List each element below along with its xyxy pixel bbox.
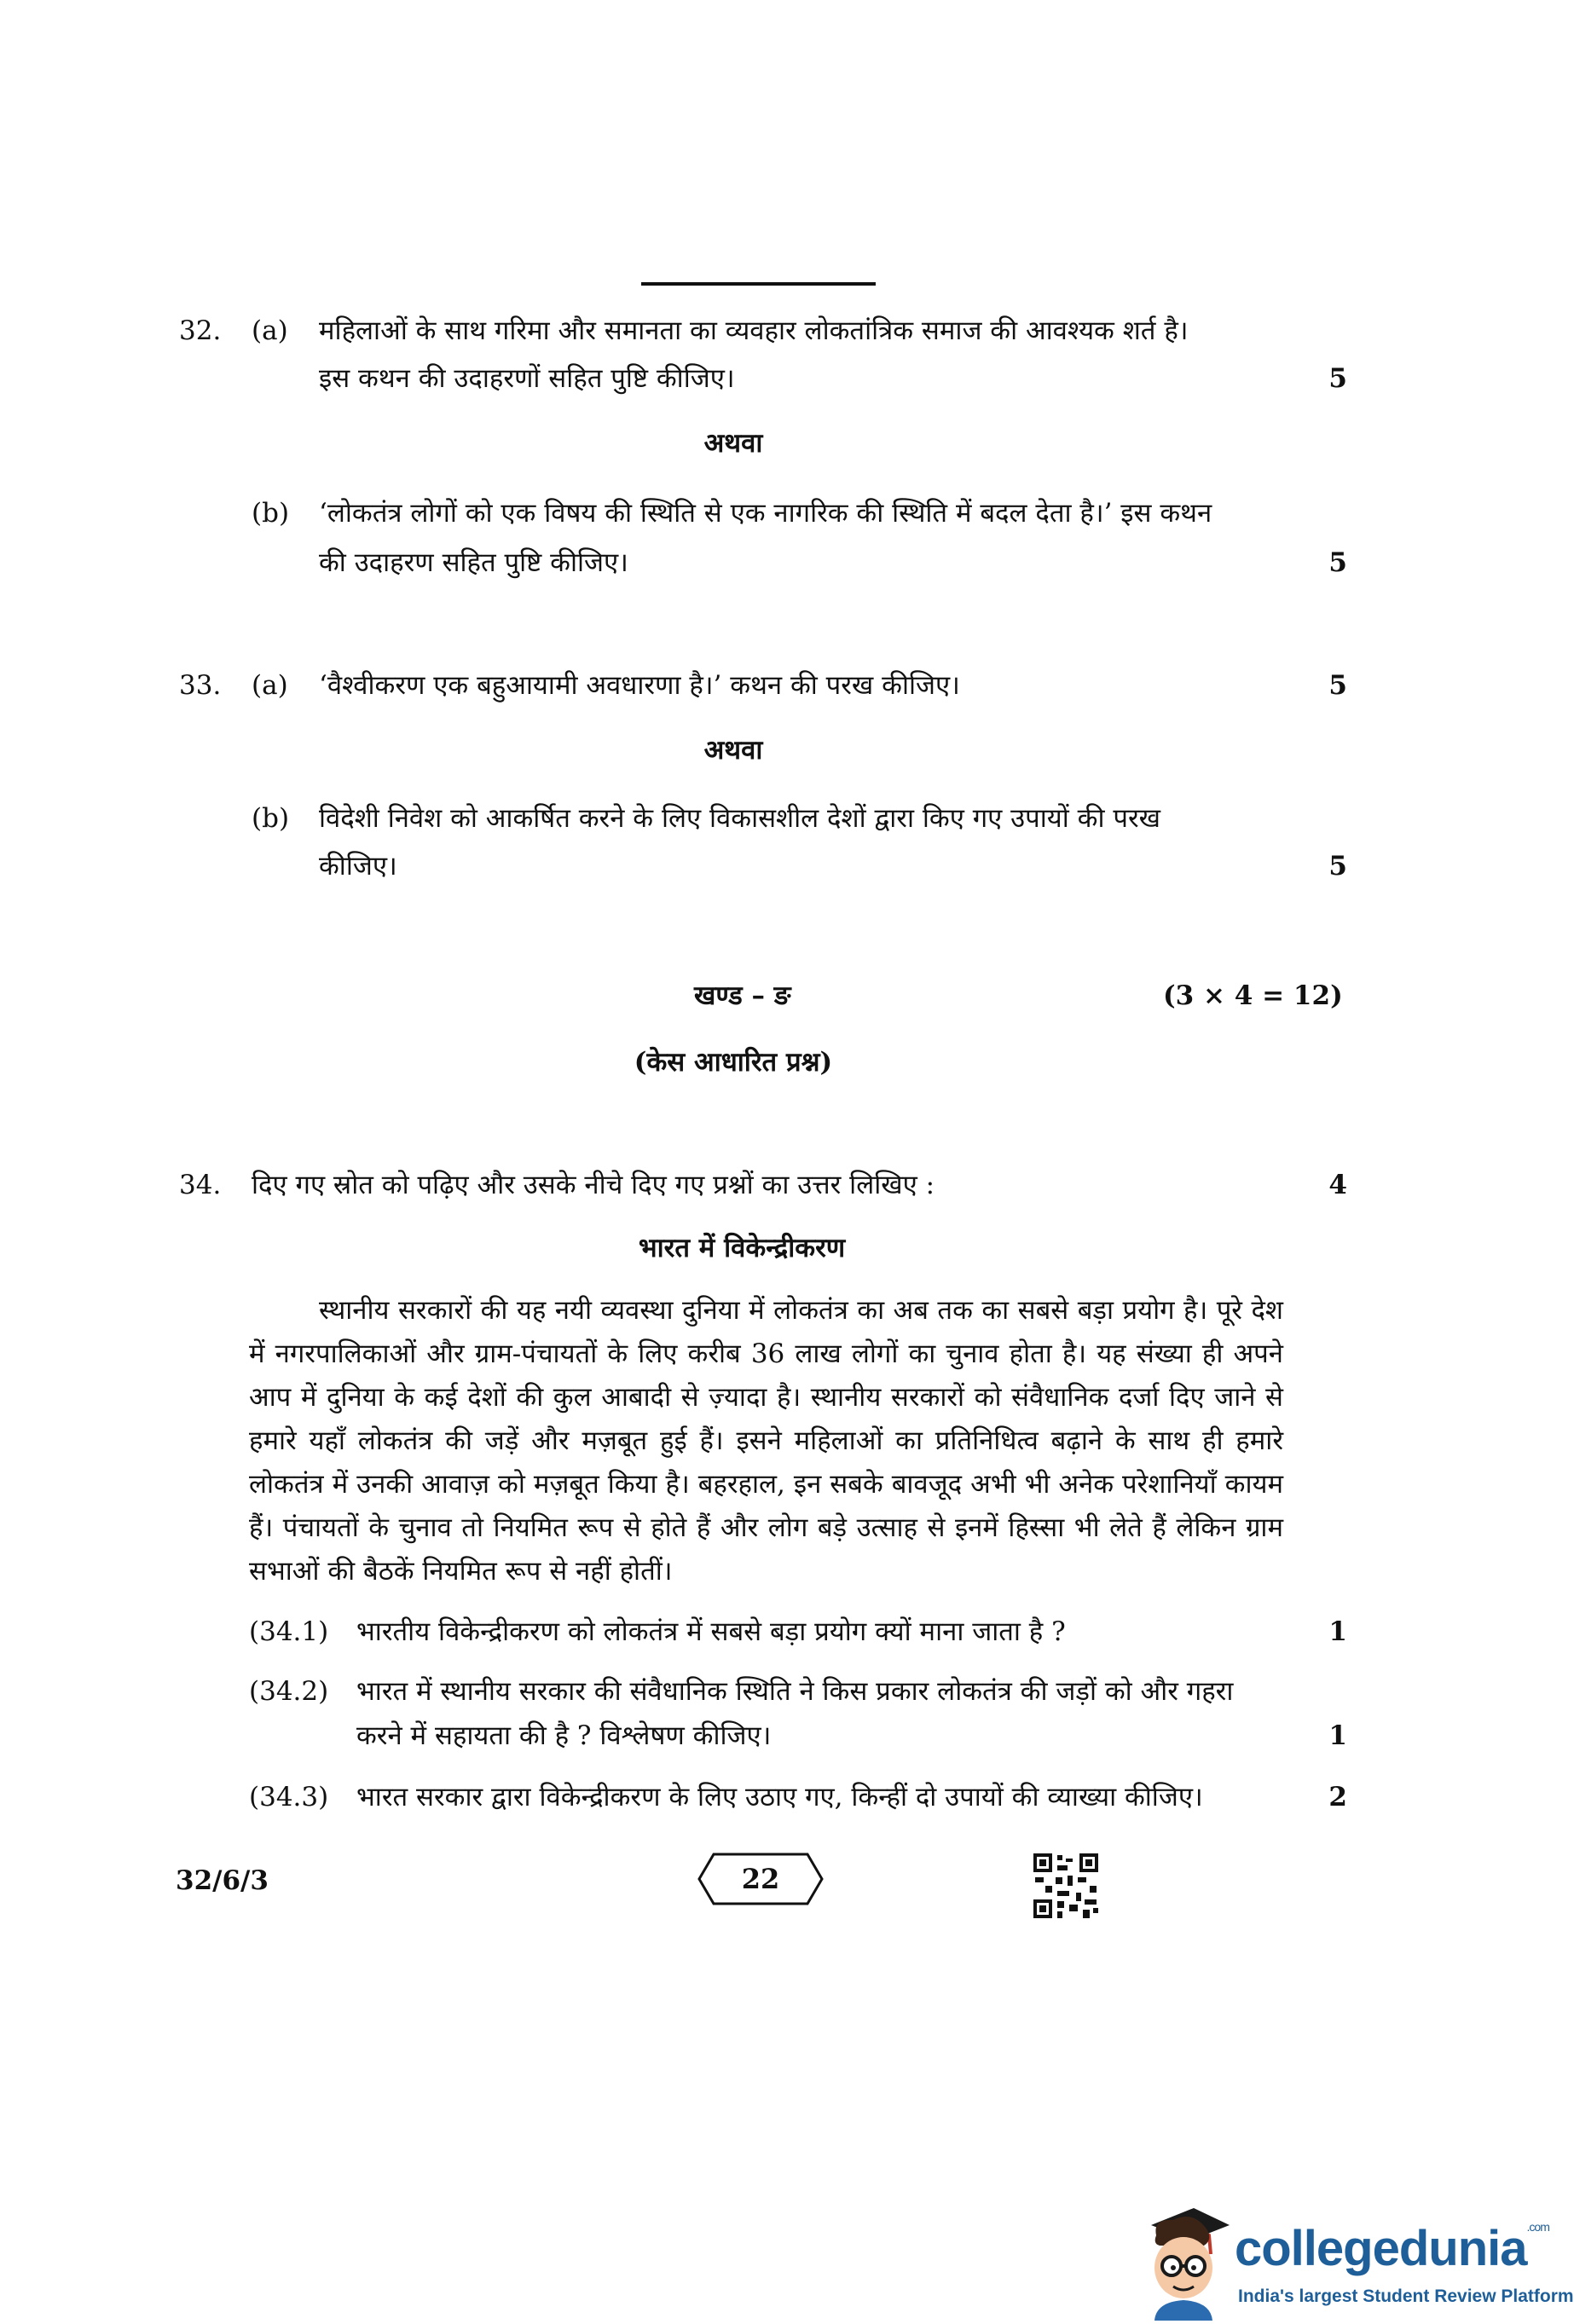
q32-b-line2: की उदाहरण सहित पुष्टि कीजिए।	[319, 547, 628, 578]
collegedunia-tagline: India's largest Student Review Platform	[1238, 2286, 1574, 2306]
q34-1-text: भारतीय विकेन्द्रीकरण को लोकतंत्र में सबसे बड़ा प्रयोग क्यों माना जाता है ?	[356, 1616, 1066, 1647]
q34-3-marks: 2	[1328, 1782, 1347, 1812]
page-number-badge	[697, 1852, 825, 1906]
q32-b-label: (b)	[252, 498, 290, 529]
paper-code: 32/6/3	[176, 1865, 269, 1896]
q34-2-label: (34.2)	[249, 1676, 329, 1707]
top-rule	[641, 282, 876, 286]
q34-3-label: (34.3)	[249, 1782, 329, 1812]
q33-or: अथवा	[703, 735, 763, 766]
q34-instruction: दिए गए स्रोत को पढ़िए और उसके नीचे दिए गए प्रश्नों का उत्तर लिखिए :	[252, 1170, 935, 1200]
q32-number: 32.	[179, 315, 222, 346]
q32-b-marks: 5	[1328, 547, 1347, 578]
q32-or: अथवा	[703, 428, 763, 459]
brand-domain: .com	[1526, 2220, 1549, 2234]
q33-b-marks: 5	[1328, 851, 1347, 882]
q34-2-marks: 1	[1328, 1720, 1347, 1751]
q34-marks: 4	[1328, 1170, 1347, 1200]
q34-2-line2: करने में सहायता की है ? विश्लेषण कीजिए।	[356, 1720, 772, 1751]
qr-code-icon	[1032, 1852, 1100, 1920]
q32-a-line2: इस कथन की उदाहरणों सहित पुष्टि कीजिए।	[319, 363, 735, 394]
q34-1-label: (34.1)	[249, 1616, 329, 1647]
q33-number: 33.	[179, 670, 222, 701]
q33-b-line1: विदेशी निवेश को आकर्षित करने के लिए विकासशील देशों द्वारा किए गए उपायों की परख	[319, 803, 1160, 834]
q34-heading: भारत में विकेन्द्रीकरण	[638, 1233, 846, 1263]
q34-2-line1: भारत में स्थानीय सरकार की संवैधानिक स्थिति ने किस प्रकार लोकतंत्र की जड़ों को और गहरा	[356, 1676, 1234, 1707]
q34-1-marks: 1	[1328, 1616, 1347, 1647]
q32-a-label: (a)	[252, 315, 288, 346]
q32-a-line1: महिलाओं के साथ गरिमा और समानता का व्यवहार लोकतांत्रिक समाज की आवश्यक शर्त है।	[319, 315, 1189, 346]
collegedunia-wordmark	[1235, 2220, 1549, 2277]
collegedunia-logo	[1134, 2201, 1574, 2324]
section-marks: (3 × 4 = 12)	[1163, 980, 1343, 1011]
q34-passage: स्थानीय सरकारों की यह नयी व्यवस्था दुनिया में लोकतंत्र का अब तक का सबसे बड़ा प्रयोग है। पूरे देश में नगरपालिकाओं और ग्राम-पंचायतों के लिए करीब 36 लाख लोगों का चुनाव होता है। यह संख्या ही अपने आप में दुनिया के कई देशों की कुल आबादी से ज़्यादा है। स्थानीय सरकारों को संवैधानिक दर्जा दिए जाने से हमारे यहाँ लोकतंत्र की जड़ें और मज़बूत हुई हैं। इसने महिलाओं का प्रतिनिधित्व बढ़ाने के साथ ही हमारे लोकतंत्र में उनकी आवाज़ को मज़बूत किया है। बहरहाल, इन सबके बावजूद अभी भी अनेक परेशानियाँ कायम हैं। पंचायतों के चुनाव तो नियमित रूप से होते हैं और लोग बड़े उत्साह से इनमें हिस्सा भी लेते हैं लेकिन ग्राम सभाओं की बैठकें नियमित रूप से नहीं होतीं।	[249, 1295, 1283, 1587]
q33-a-text: ‘वैश्वीकरण एक बहुआयामी अवधारणा है।’ कथन की परख कीजिए।	[319, 670, 960, 701]
q34-3-text: भारत सरकार द्वारा विकेन्द्रीकरण के लिए उठाए गए, किन्हीं दो उपायों की व्याख्या कीजिए।	[356, 1782, 1203, 1812]
q32-a-marks: 5	[1328, 363, 1347, 394]
q34-number: 34.	[179, 1170, 222, 1200]
student-mascot-icon	[1134, 2201, 1236, 2321]
q32-b-line1: ‘लोकतंत्र लोगों को एक विषय की स्थिति से एक नागरिक की स्थिति में बदल देता है।’ इस कथन	[319, 498, 1212, 529]
section-subtitle: (केस आधारित प्रश्न)	[634, 1047, 833, 1078]
q33-a-label: (a)	[252, 670, 288, 701]
q33-b-line2: कीजिए।	[319, 851, 397, 882]
q33-a-marks: 5	[1328, 670, 1347, 701]
brand-name: collegedunia	[1235, 2221, 1527, 2276]
section-title: खण्ड – ङ	[694, 980, 791, 1011]
page-number: 22	[741, 1863, 780, 1895]
q33-b-label: (b)	[252, 803, 290, 834]
